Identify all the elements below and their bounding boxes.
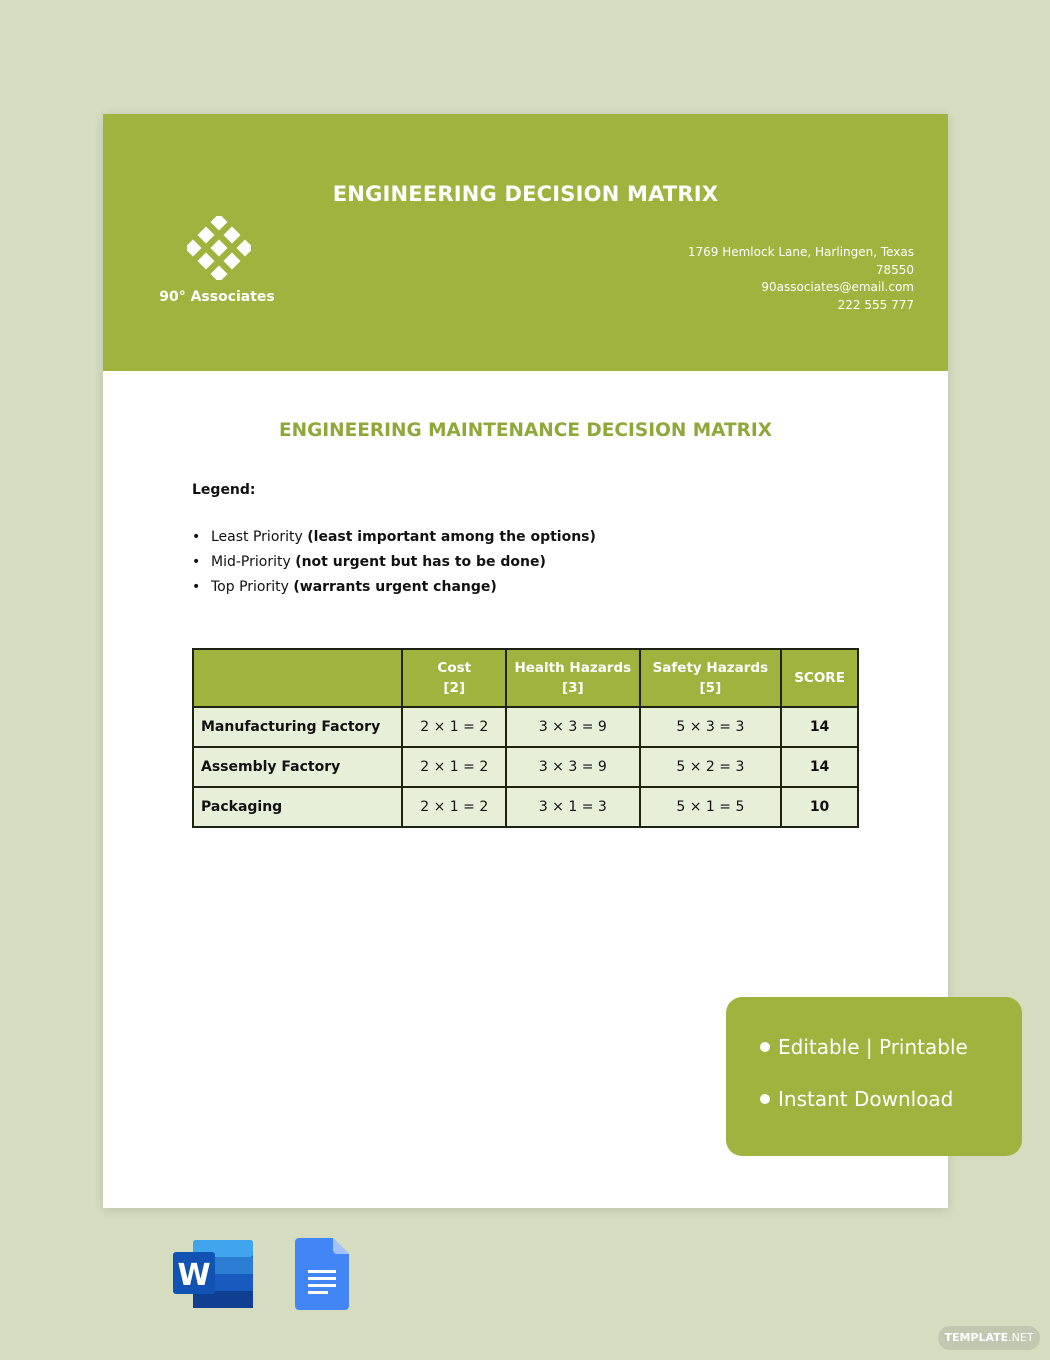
row-name: Manufacturing Factory — [193, 707, 402, 747]
legend-item-desc: (least important among the options) — [307, 529, 596, 545]
table-row — [193, 787, 858, 827]
health-cell: 3 × 1 = 3 — [506, 787, 640, 827]
header-banner — [103, 114, 948, 371]
legend-item — [192, 552, 596, 577]
header-cell-score — [781, 649, 858, 707]
google-docs-icon[interactable] — [295, 1238, 349, 1310]
header-name: SCORE — [794, 670, 845, 686]
legend-item-desc: (warrants urgent change) — [293, 579, 497, 595]
header-name: Cost — [437, 660, 472, 676]
header-weight: [2] — [443, 680, 466, 696]
legend-item — [192, 527, 596, 552]
contact-email: 90associates@email.com — [761, 280, 914, 294]
score-cell: 14 — [781, 707, 858, 747]
microsoft-word-icon[interactable] — [173, 1238, 255, 1310]
score-cell: 14 — [781, 747, 858, 787]
legend-item-label: Mid-Priority — [211, 554, 291, 570]
cost-cell: 2 × 1 = 2 — [402, 747, 506, 787]
score-cell: 10 — [781, 787, 858, 827]
bullet-icon: • — [192, 554, 201, 570]
health-cell: 3 × 3 = 9 — [506, 747, 640, 787]
table-row — [193, 707, 858, 747]
legend-label: Legend: — [192, 482, 256, 498]
header-weight: [5] — [699, 680, 722, 696]
header-cell-health — [506, 649, 640, 707]
address-line-2: 78550 — [875, 262, 914, 277]
legend-item-label: Top Priority — [211, 579, 289, 595]
bullet-icon: • — [192, 529, 201, 545]
row-name: Packaging — [193, 787, 402, 827]
features-badge — [726, 997, 1022, 1156]
table-row — [193, 747, 858, 787]
legend-item-label: Least Priority — [211, 529, 303, 545]
contact-block — [688, 244, 914, 314]
legend-list — [192, 527, 596, 602]
bullet-icon — [760, 1042, 770, 1052]
address-line-1: 1769 Hemlock Lane, Harlingen, Texas — [687, 245, 914, 259]
company-name: 90° Associates — [159, 289, 275, 305]
header-name: Health Hazards — [514, 660, 632, 676]
safety-cell: 5 × 2 = 3 — [640, 747, 782, 787]
cost-cell: 2 × 1 = 2 — [402, 707, 506, 747]
header-weight: [3] — [561, 680, 584, 696]
table-header-row — [193, 649, 858, 707]
row-name: Assembly Factory — [193, 747, 402, 787]
cost-cell: 2 × 1 = 2 — [402, 787, 506, 827]
contact-phone: 222 555 777 — [837, 297, 914, 312]
health-cell: 3 × 3 = 9 — [506, 707, 640, 747]
header-cell-safety — [640, 649, 782, 707]
badge-item-label: Editable | Printable — [778, 1035, 968, 1059]
word-letter: W — [177, 1258, 211, 1293]
safety-cell: 5 × 1 = 5 — [640, 787, 782, 827]
safety-cell: 5 × 3 = 3 — [640, 707, 782, 747]
legend-item-desc: (not urgent but has to be done) — [295, 554, 546, 570]
header-name: Safety Hazards — [652, 660, 769, 676]
header-cell-cost — [402, 649, 506, 707]
bullet-icon: • — [192, 579, 201, 595]
badge-item-label: Instant Download — [778, 1087, 954, 1111]
company-logo-icon — [187, 216, 251, 280]
header-cell-empty — [193, 649, 402, 707]
template-net-watermark: TEMPLATE.NET — [938, 1326, 1040, 1350]
badge-item — [760, 1087, 953, 1111]
decision-matrix-table — [192, 648, 859, 828]
badge-item — [760, 1035, 968, 1059]
bullet-icon — [760, 1094, 770, 1104]
header-title: ENGINEERING DECISION MATRIX — [332, 182, 719, 206]
legend-item — [192, 577, 596, 602]
document-title: ENGINEERING MAINTENANCE DECISION MATRIX — [278, 420, 773, 441]
